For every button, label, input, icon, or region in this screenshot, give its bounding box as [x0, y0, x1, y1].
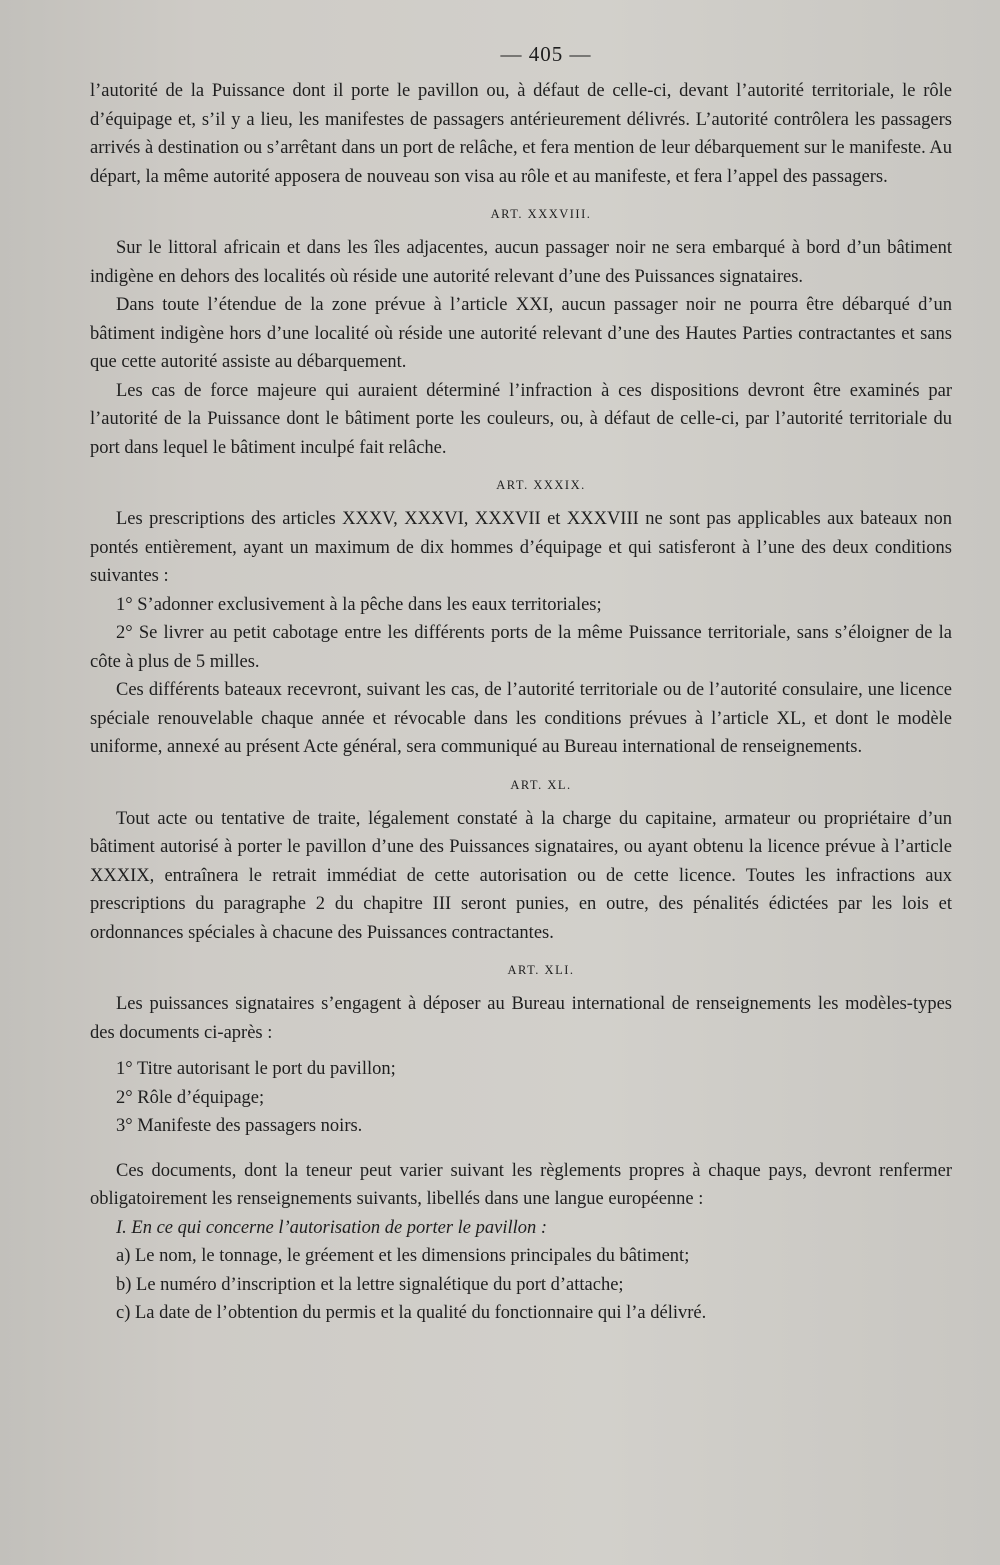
art39-paragraph-1: Les prescriptions des articles XXXV, XXXVI, XXXVII et XXXVIII ne sont pas applicables aux bateaux non pontés entièrement, ayant un maximum de dix hommes d’équipage et qui satisferont à l’une des deux conditions suivantes : [90, 509, 952, 586]
art38-paragraph-3: Les cas de force majeure qui auraient déterminé l’infraction à ces dispositions devront être examinés par l’autorité de la Puissance dont le bâtiment porte les couleurs, ou, à défaut de celle-ci, par l’autorité territoriale du port dans lequel le bâtiment inculpé fait relâche. [90, 380, 952, 458]
paragraph-continuation: l’autorité de la Puissance dont il porte le pavillon ou, à défaut de celle-ci, devant l’autorité territoriale, le rôle d’équipage et, s’il y a lieu, les manifestes de passagers antérieurement délivrés. L’autorité contrôlera les passagers arrivés à destination ou s’arrêtant dans un port de relâche, et fera mention de leur débarquement sur le manifeste. Au départ, la même autorité apposera de nouveau son visa au rôle et au manifeste, et fera l’appel des passagers. [90, 81, 952, 187]
art41-item-c: c) La date de l’obtention du permis et la qualité du fonctionnaire qui l’a délivré. [116, 1303, 707, 1323]
art41-document-2: 2° Rôle d’équipage; [116, 1087, 265, 1108]
art38-paragraph-2: Dans toute l’étendue de la zone prévue à l’article XXI, aucun passager noir ne pourra être débarqué d’un bâtiment indigène hors d’une localité où réside une autorité relevant d’une des Hautes Parties contractantes et sans que cette autorité assiste au débarquement. [90, 295, 952, 372]
article-heading-xxxviii: ART. XXXVIII. [490, 207, 592, 221]
art39-condition-2: 2° Se livrer au petit cabotage entre les différents ports de la même Puissance territoriale, sans s’éloigner de la côte à plus de 5 milles. [90, 623, 952, 672]
art41-item-a: a) Le nom, le tonnage, le gréement et les dimensions principales du bâtiment; [116, 1246, 690, 1266]
art41-paragraph-1: Les puissances signataires s’engagent à déposer au Bureau international de renseignements les modèles-types des documents ci-après : [90, 994, 952, 1043]
article-heading-xxxix: ART. XXXIX. [496, 478, 586, 492]
art41-section-i-heading: I. En ce qui concerne l’autorisation de porter le pavillon : [116, 1217, 548, 1238]
art41-item-b: b) Le numéro d’inscription et la lettre signalétique du port d’attache; [116, 1274, 624, 1295]
art41-document-3: 3° Manifeste des passagers noirs. [116, 1116, 363, 1136]
art39-condition-1: 1° S’adonner exclusivement à la pêche dans les eaux territoriales; [116, 594, 602, 615]
article-heading-xli: ART. XLI. [507, 963, 575, 977]
art40-paragraph-1: Tout acte ou tentative de traite, légalement constaté à la charge du capitaine, armateur ou propriétaire d’un bâtiment autorisé à porter le pavillon d’une des Puissances signataires, ou ayant obtenu la licence prévue à l’article XXXIX, entraînera le retrait immédiat de cette autorisation ou de cette licence. Toutes les infractions aux prescriptions du paragraphe 2 du chapitre III seront punies, en outre, des pénalités édictées par les lois et ordonnances spéciales à chacune des Puissances contractantes. [90, 808, 952, 943]
article-heading-xl: ART. XL. [510, 777, 572, 792]
art41-paragraph-2: Ces documents, dont la teneur peut varier suivant les règlements propres à chaque pays, devront renfermer obligatoirement les renseignements suivants, libellés dans une langue européenne : [90, 1160, 952, 1209]
art38-paragraph-1: Sur le littoral africain et dans les îles adjacentes, aucun passager noir ne sera embarqué à bord d’un bâtiment indigène en dehors des localités où réside une autorité relevant d’une des Puissances signataires. [90, 238, 952, 287]
art41-document-1: 1° Titre autorisant le port du pavillon; [116, 1059, 396, 1079]
page-number: — 405 — [500, 42, 592, 66]
art39-paragraph-2: Ces différents bateaux recevront, suivant les cas, de l’autorité territoriale ou de l’autorité consulaire, une licence spéciale renouvelable chaque année et révocable dans les conditions prévues à l’article XL, et dont le modèle uniforme, annexé au présent Acte général, sera communiqué au Bureau international de renseignements. [90, 680, 952, 757]
